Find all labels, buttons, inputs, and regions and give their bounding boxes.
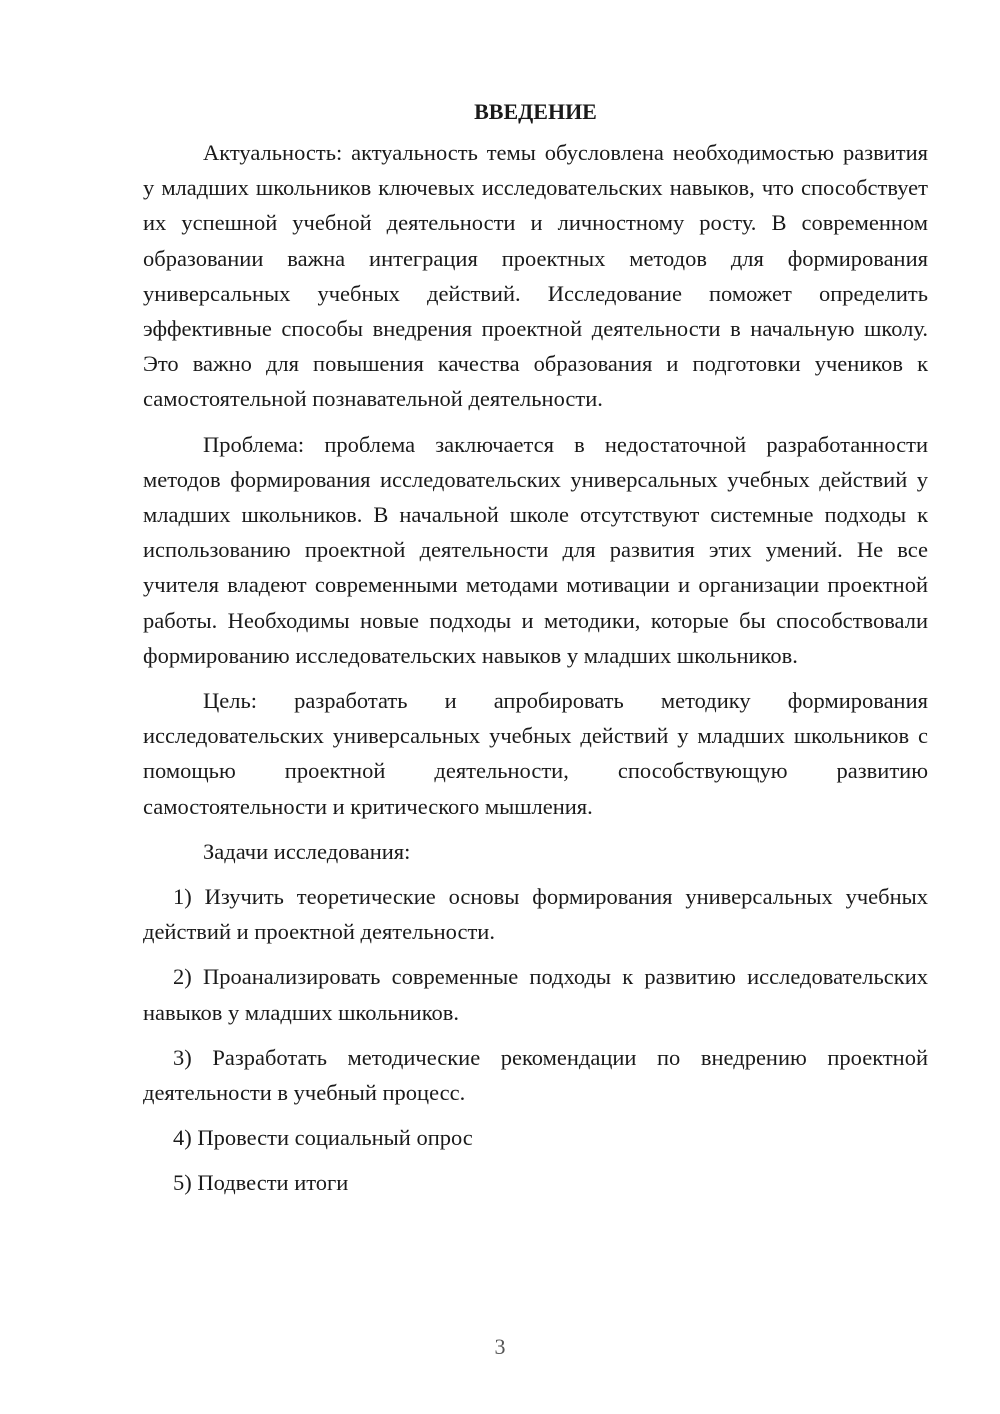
tasks-heading: Задачи исследования: <box>203 838 411 864</box>
task-item-4: 4) Провести социальный опрос <box>173 1125 473 1151</box>
task-item-2: 2) Проанализировать современные подходы к развитию исследовательских навыков у младших школьников. <box>143 964 928 1025</box>
goal-paragraph: Цель: разработать и апробировать методику формирования исследовательских универсальных учебных действий у младших школьников с помощью проектной деятельности, способствующую развитию самостоятельности и критического мышления. <box>143 688 928 819</box>
document-body <box>143 95 928 1201</box>
task-item-3: 3) Разработать методические рекомендации по внедрению проектной деятельности в учебный процесс. <box>143 1044 928 1106</box>
section-title: ВВЕДЕНИЕ <box>474 99 597 124</box>
problem-paragraph: Проблема: проблема заключается в недостаточной разработанности методов формирования исследовательских универсальных учебных действий у младших школьников. В начальной школе отсутствуют системные подходы к использованию проектной деятельности для развития этих умений. Не все учителя владеют современными методами мотивации и организации проектной работы. Необходимы новые подходы и методики, которые бы способствовали формированию исследовательских навыков у младших школьников. <box>143 431 928 668</box>
page-number: 3 <box>494 1334 506 1359</box>
task-item-5: 5) Подвести итоги <box>173 1170 349 1196</box>
task-item-1: 1) Изучить теоретические основы формирования универсальных учебных действий и проектной деятельности. <box>143 884 928 945</box>
relevance-paragraph: Актуальность: актуальность темы обусловлена необходимостью развития у младших школьников ключевых исследовательских навыков, что способствует их успешной учебной деятельности и личностному росту. В современном образовании важна интеграция проектных методов для формирования универсальных учебных действий. Исследование поможет определить эффективные способы внедрения проектной деятельности в начальную школу. Это важно для повышения качества образования и подготовки учеников к самостоятельной познавательной деятельности. <box>143 140 928 412</box>
